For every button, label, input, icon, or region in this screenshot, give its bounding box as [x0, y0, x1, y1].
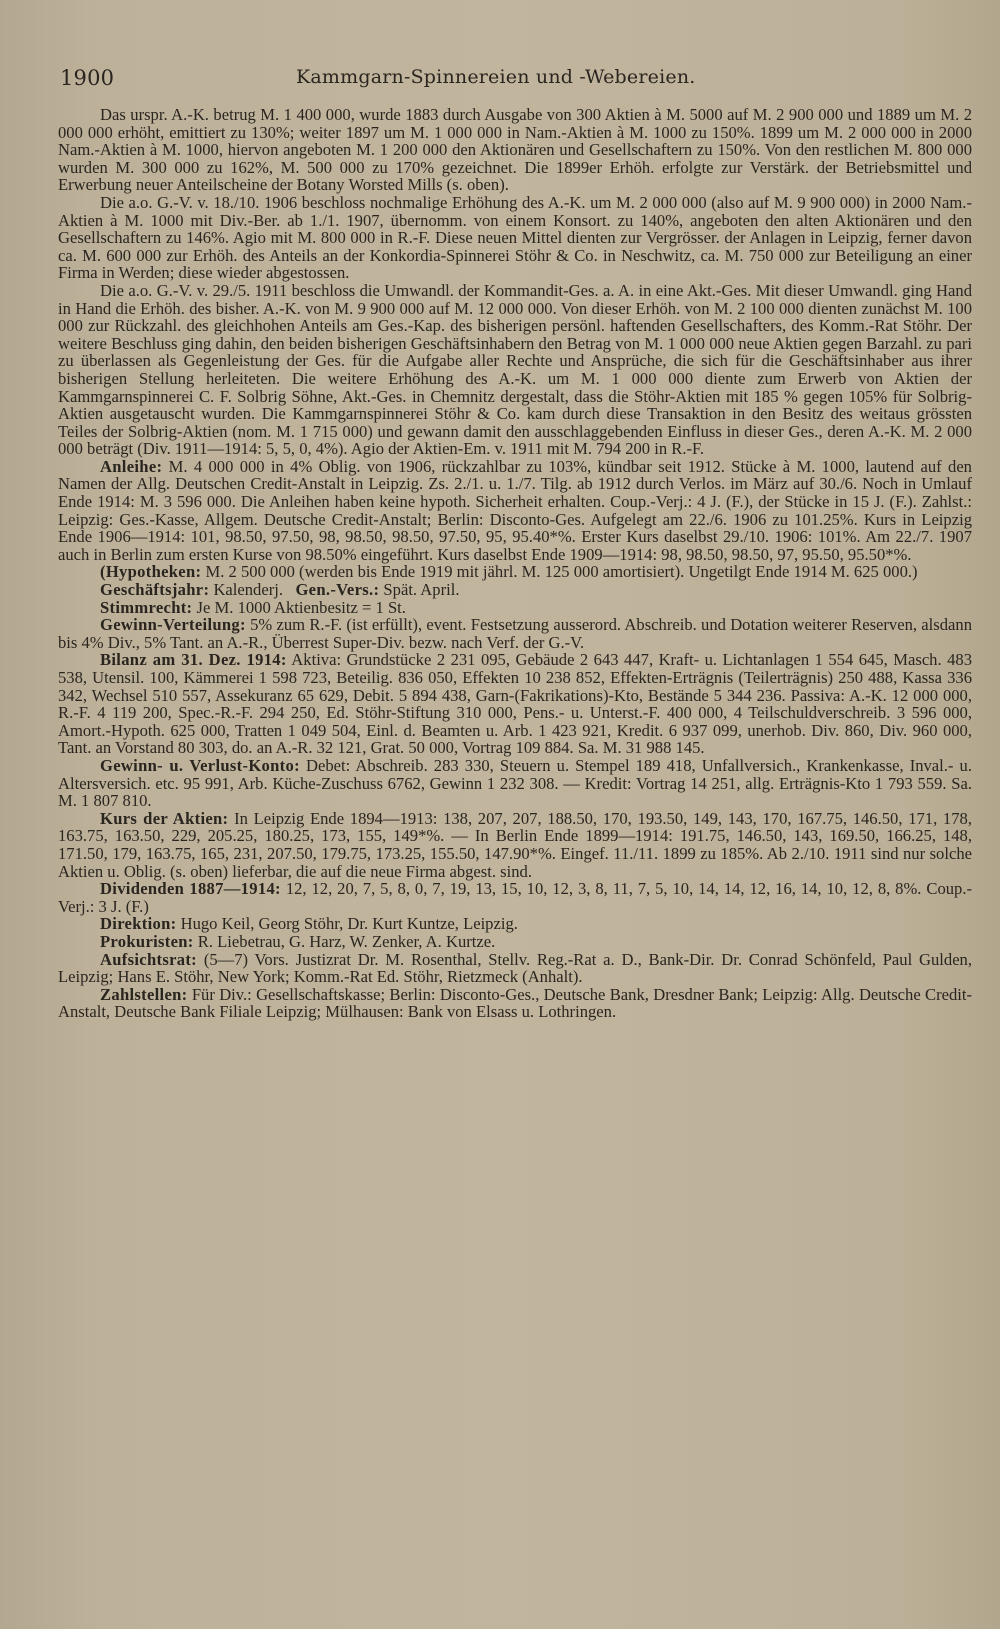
- paragraph-text: M. 4 000 000 in 4% Oblig. von 1906, rückzahlbar zu 103%, kündbar seit 1912. Stücke à M. 1000, lautend auf den Namen der Allg. Deutschen Credit-Anstalt in Leipzig. Zs. 2./1. u. 1./7. Tilg. ab 1912 durch Verlos. im März auf 30./6. Noch in Umlauf Ende 1914: M. 3 596 000. Die Anleihen haben keine hypoth. Sicherheit erhalten. Coup.-Verj.: 4 J. (F.), der Stücke in 15 J. (F.). Zahlst.: Leipzig: Ges.-Kasse, Allgem. Deutsche Credit-Anstalt; Berlin: Disconto-Ges. Aufgelegt am 22./6. 1906 zu 101.25%. Kurs in Leipzig Ende 1906—1914: 101, 98.50, 97.50, 98, 98.50, 98.50, 97.50, 95, 95.40*%. Erster Kurs daselbst 29./10. 1906: 101%. Am 22./7. 1907 auch in Berlin zum ersten Kurse von 98.50% eingeführt. Kurs daselbst Ende 1909—1914: 98, 98.50, 98.50, 97, 95.50, 95.50*%.: [58, 456, 972, 564]
- paragraph-zahlstellen: [58, 986, 972, 1021]
- paragraph-text: Je M. 1000 Aktienbesitz = 1 St.: [196, 597, 406, 617]
- paragraph-text: 5% zum R.-F. (ist erfüllt), event. Festsetzung ausserord. Abschreib. und Dotation weiterer Reserven, alsdann bis 4% Div., 5% Tant. an A.-R., Überrest Super-Div. bezw. nach Verf. der G.-V.: [58, 615, 972, 652]
- paragraph-text: R. Liebetrau, G. Harz, W. Zenker, A. Kurtze.: [197, 931, 496, 951]
- paragraph-gv-1911: [58, 282, 972, 458]
- paragraph-gewinn-verlust: [58, 757, 972, 810]
- running-title: Kammgarn-Spinnereien und -Webereien.: [296, 66, 696, 88]
- paragraph-geschaeftsjahr: [58, 581, 972, 599]
- paragraph-text: Spät. April.: [383, 580, 460, 600]
- paragraph-direktion: [58, 915, 972, 933]
- section-label: Direktion:: [100, 914, 177, 934]
- paragraph-aufsichtsrat: [58, 951, 972, 986]
- section-label: Gewinn-Verteilung:: [100, 615, 246, 635]
- section-label: Aufsichtsrat:: [100, 949, 197, 969]
- section-label: Zahlstellen:: [100, 984, 188, 1004]
- paragraph-gv-1906: [58, 194, 972, 282]
- paragraph-text: M. 2 500 000 (werden bis Ende 1919 mit jährl. M. 125 000 amortisiert). Ungetilgt Ende 1914 M. 625 000.): [205, 562, 918, 582]
- section-label: Bilanz am 31. Dez. 1914:: [100, 650, 287, 670]
- paragraph-text: Für Div.: Gesellschaftskasse; Berlin: Disconto-Ges., Deutsche Bank, Dresdner Bank; Leipzig: Allg. Deutsche Credit-Anstalt, Deutsche Bank Filiale Leipzig; Mülhausen: Bank von Elsass u. Lothringen.: [58, 984, 972, 1022]
- paragraph-text: Die a.o. G.-V. v. 29./5. 1911 beschloss die Umwandl. der Kommandit-Ges. a. A. in eine Akt.-Ges. Mit dieser Umwandl. ging Hand in Hand die Erhöh. des bisher. A.-K. von M. 9 900 000 auf M. 12 000 000. Von dieser Erhöh. von M. 2 100 000 dienten zunächst M. 100 000 zur Rückzahl. des gleichhohen Anteils am Ges.-Kap. des bisherigen persönl. haftenden Gesellschafters, des Komm.-Rat Stöhr. Der weitere Beschluss ging dahin, den beiden bisherigen Geschäftsinhabern den Betrag von M. 1 000 000 neue Aktien gegen Barzahl. zu pari zu überlassen als Gegenleistung der Ges. für die Aufgabe aller Rechte und Ansprüche, die sich für die Geschäftsinhaber aus ihrer bisherigen Stellung herleiteten. Die weitere Erhöhung des A.-K. um M. 1 000 000 diente zum Erwerb von Aktien der Kammgarnspinnerei C. F. Solbrig Söhne, Akt.-Ges. in Chemnitz dergestalt, dass die Stöhr-Aktien mit 185 % gegen 105% für Solbrig-Aktien ausgetauscht wurden. Die Kammgarnspinnerei Stöhr & Co. kam durch diese Transaktion in den Besitz des weitaus grössten Teiles der Solbrig-Aktien (nom. M. 1 715 000) und gewann damit den ausschlaggebenden Einfluss in dieser Ges., deren A.-K. M. 2 000 000 beträgt (Div. 1911—1914: 5, 5, 0, 4%). Agio der Aktien-Em. v. 1911 mit M. 794 200 in R.-F.: [58, 280, 972, 459]
- section-label: Dividenden 1887—1914:: [100, 879, 281, 899]
- paragraph-bilanz: [58, 651, 972, 757]
- paragraph-stimmrecht: [58, 599, 972, 617]
- paragraph-prokuristen: [58, 933, 972, 951]
- paragraph-text: Debet: Abschreib. 283 330, Steuern u. Stempel 189 418, Unfallversich., Krankenkasse, Inval.- u. Altersversich. etc. 95 991, Arb. Küche-Zuschuss 6762, Gewinn 1 232 308. — Kredit: Vortrag 14 251, allg. Erträgnis-Kto 1 793 559. Sa. M. 1 807 810.: [58, 755, 972, 811]
- page-header: [60, 66, 960, 96]
- section-label: Stimmrecht:: [100, 597, 193, 617]
- section-label: Geschäftsjahr:: [100, 580, 210, 600]
- page-number: 1900: [60, 66, 115, 90]
- paragraph-text: Hugo Keil, Georg Stöhr, Dr. Kurt Kuntze, Leipzig.: [180, 914, 518, 934]
- section-label: Anleihe:: [100, 456, 163, 476]
- section-label: Prokuristen:: [100, 931, 194, 951]
- paragraph-text: (5—7) Vors. Justizrat Dr. M. Rosenthal, Stellv. Reg.-Rat a. D., Bank-Dir. Dr. Conrad Schönfeld, Paul Gulden, Leipzig; Hans E. Stöhr, New York; Komm.-Rat Ed. Stöhr, Rietzmeck (Anhalt).: [58, 949, 972, 987]
- body-text: [58, 106, 972, 1609]
- paragraph-text: In Leipzig Ende 1894—1913: 138, 207, 207, 188.50, 170, 193.50, 149, 143, 170, 167.75, 146.50, 171, 178, 163.75, 163.50, 229, 205.25, 180.25, 173, 155, 149*%. — In Berlin Ende 1899—1914: 191.75, 146.50, 143, 169.50, 166.25, 148, 171.50, 179, 163.75, 165, 231, 207.50, 179.75, 173.25, 155.50, 147.90*%. Eingef. 11./11. 1899 zu 185%. Ab 2./10. 1911 sind nur solche Aktien u. Oblig. (s. oben) lieferbar, die auf die neue Firma abgest. sind.: [58, 808, 972, 881]
- section-label: Gen.-Vers.:: [295, 580, 380, 600]
- paragraph-text: 12, 12, 20, 7, 5, 8, 0, 7, 19, 13, 15, 10, 12, 3, 8, 11, 7, 5, 10, 14, 14, 12, 16, 14, 10, 12, 8, 8%. Coup.-Verj.: 3 J. (F.): [58, 879, 973, 916]
- paragraph-anleihe: [58, 458, 972, 564]
- paragraph-hypotheken: [58, 563, 972, 581]
- section-label: Kurs der Aktien:: [100, 808, 229, 828]
- paragraph-kurs-aktien: [58, 810, 972, 880]
- paragraph-text: Die a.o. G.-V. v. 18./10. 1906 beschloss nochmalige Erhöhung des A.-K. um M. 2 000 000 (also auf M. 9 900 000) in 2000 Nam.-Aktien à M. 1000 mit Div.-Ber. ab 1./1. 1907, übernomm. von einem Konsort. zu 140%, angeboten den alten Aktionären und den Gesellschaftern zu 146%. Agio mit M. 800 000 in R.-F. Diese neuen Mittel dienten zur Vergrösser. der Anlagen in Leipzig, ferner davon ca. M. 600 000 zur Erhöh. des Anteils an der Konkordia-Spinnerei Stöhr & Co. in Neschwitz, ca. M. 750 000 zur Beteiligung an einer Firma in Werden; diese wieder abgestossen.: [58, 192, 972, 283]
- paragraph-gewinn-verteilung: [58, 616, 972, 651]
- paragraph-capital-history: [58, 106, 972, 194]
- section-label: Gewinn- u. Verlust-Konto:: [100, 755, 300, 775]
- section-label: (Hypotheken:: [100, 562, 202, 582]
- paragraph-text: Das urspr. A.-K. betrug M. 1 400 000, wurde 1883 durch Ausgabe von 300 Aktien à M. 5000 auf M. 2 900 000 und 1889 um M. 2 000 000 erhöht, emittiert zu 130%; weiter 1897 um M. 1 000 000 in Nam.-Aktien à M. 1000 zu 150%. 1899 um M. 2 000 000 in 2000 Nam.-Aktien à M. 1000, hiervon angeboten M. 1 200 000 den Aktionären und Gesellschaftern zu 150%. Von den restlichen M. 800 000 wurden M. 300 000 zu 162%, M. 500 000 zu 170% gezeichnet. Die 1899er Erhöh. erfolgte zur Verstärk. der Betriebsmittel und Erwerbung neuer Anteilscheine der Botany Worsted Mills (s. oben).: [58, 105, 972, 195]
- paragraph-text: Kalenderj.: [213, 580, 284, 600]
- paragraph-text: Aktiva: Grundstücke 2 231 095, Gebäude 2 643 447, Kraft- u. Lichtanlagen 1 554 645, Masch. 483 538, Utensil. 100, Kämmerei 1 598 723, Beteilig. 836 050, Effekten 10 238 852, Effekten-Erträgnis (Teilerträgnis) 250 488, Kassa 336 342, Wechsel 510 557, Assekuranz 65 629, Debit. 5 894 438, Garn-(Fakrikations)-Kto, Bestände 5 344 236. Passiva: A.-K. 12 000 000, R.-F. 4 119 200, Spec.-R.-F. 294 250, Ed. Stöhr-Stiftung 310 000, Pens.- u. Unterst.-F. 400 000, 4 Teilschuldverschreib. 3 596 000, Amort.-Hypoth. 625 000, Tratten 1 049 504, Einl. d. Beamten u. Arb. 1 423 921, Kredit. 6 937 099, unerhob. Div. 860, Div. 960 000, Tant. an Vorstand 80 303, do. an A.-R. 32 121, Grat. 50 000, Vortrag 109 884. Sa. M. 31 988 145.: [58, 650, 972, 758]
- paragraph-dividenden: [58, 880, 972, 915]
